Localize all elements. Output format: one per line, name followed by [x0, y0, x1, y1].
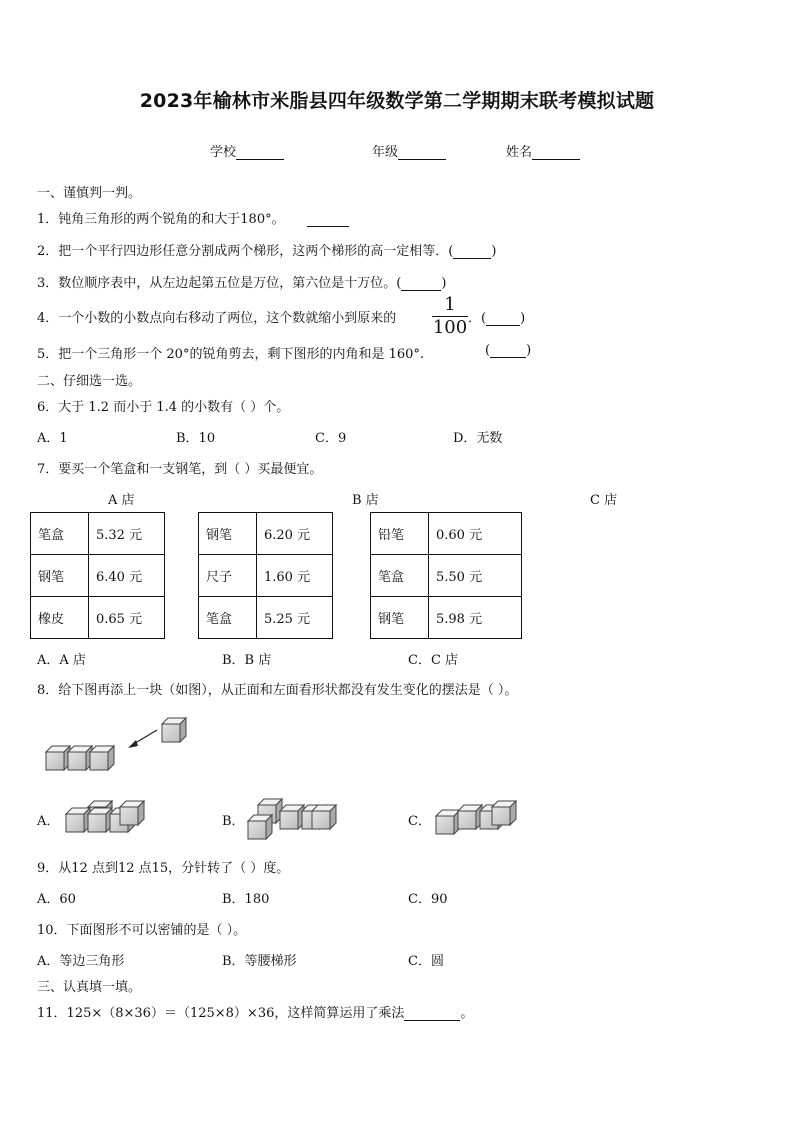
question-9: 9．从12 点到12 点15，分针转了（ ）度。 — [37, 861, 290, 876]
section-3-heading: 三、认真填一填。 — [37, 980, 142, 995]
fraction-numerator: 1 — [444, 294, 456, 315]
item-price: 5.50 元 — [429, 555, 522, 597]
item-name: 笔盒 — [371, 555, 429, 597]
section-2-heading: 二、仔细选一选。 — [37, 374, 142, 389]
q8-option-b: B． — [222, 814, 245, 829]
q10-option-b: B．等腰梯形 — [222, 954, 297, 969]
question-10: 10．下面图形不可以密铺的是（ ）。 — [37, 923, 247, 938]
question-4-answer — [468, 307, 525, 326]
store-b-price-table — [198, 512, 333, 639]
paren-close: ) — [491, 244, 497, 259]
q9-option-b: B．180 — [222, 892, 270, 907]
item-price: 5.32 元 — [89, 513, 165, 555]
q7-option-b: B．B 店 — [222, 653, 272, 668]
store-a-label: A 店 — [108, 493, 135, 508]
q9-option-a: A．60 — [37, 892, 76, 907]
item-price: 0.65 元 — [89, 597, 165, 639]
school-label: 学校 — [210, 145, 237, 160]
section-1-heading: 一、谨慎判一判。 — [37, 186, 142, 201]
q7-option-c: C．C 店 — [408, 653, 459, 668]
item-name: 尺子 — [199, 555, 257, 597]
table-row — [371, 597, 522, 639]
item-price: 1.60 元 — [257, 555, 333, 597]
name-label: 姓名 — [506, 145, 533, 160]
question-4-paren: ．( — [468, 311, 487, 326]
q9-option-c: C．90 — [408, 892, 448, 907]
question-11 — [37, 1002, 473, 1021]
paren-close: ) — [441, 276, 447, 291]
item-price: 0.60 元 — [429, 513, 522, 555]
grade-label: 年级 — [372, 145, 399, 160]
question-1 — [37, 208, 349, 227]
item-name: 钢笔 — [31, 555, 89, 597]
item-price: 6.40 元 — [89, 555, 165, 597]
answer-blank — [307, 214, 349, 227]
q8-option-a-figure — [66, 801, 144, 832]
q8-option-c: C． — [408, 814, 431, 829]
paren-close: ) — [526, 343, 532, 358]
answer-blank — [486, 313, 520, 326]
fraction-denominator: 100 — [432, 317, 468, 338]
question-11-text: 11．125×（8×36）＝（125×8）×36，这样简算运用了乘法 — [37, 1006, 405, 1021]
item-name: 钢笔 — [199, 513, 257, 555]
q8-added-cube — [162, 718, 186, 742]
q7-option-a: A．A 店 — [37, 653, 86, 668]
name-blank — [532, 147, 580, 160]
item-name: 铅笔 — [371, 513, 429, 555]
table-row — [31, 555, 165, 597]
table-row — [31, 597, 165, 639]
answer-blank — [490, 345, 526, 358]
q6-option-b: B．10 — [176, 431, 216, 446]
store-c-price-table — [370, 512, 522, 639]
school-blank — [236, 147, 284, 160]
table-row — [371, 555, 522, 597]
item-name: 橡皮 — [31, 597, 89, 639]
fraction-one-hundredth — [432, 295, 468, 338]
item-price: 5.25 元 — [257, 597, 333, 639]
question-1-text: 1．钝角三角形的两个锐角的和大于180°。 — [37, 212, 285, 227]
item-name: 笔盒 — [31, 513, 89, 555]
table-row — [371, 513, 522, 555]
q6-option-d: D．无数 — [453, 431, 503, 446]
arrow-icon — [128, 730, 157, 748]
q8-original-figure — [46, 746, 114, 770]
item-name: 笔盒 — [199, 597, 257, 639]
item-price: 5.98 元 — [429, 597, 522, 639]
grade-blank — [398, 147, 446, 160]
table-row — [31, 513, 165, 555]
q8-option-a: A． — [37, 814, 60, 829]
question-2-text: 2．把一个平行四边形任意分割成两个梯形，这两个梯形的高一定相等．( — [37, 244, 454, 259]
question-8: 8．给下图再添上一块（如图），从正面和左面看形状都没有发生变化的摆法是（ ）。 — [37, 683, 518, 698]
q6-option-c: C．9 — [315, 431, 347, 446]
question-4 — [37, 307, 396, 326]
question-7: 7．要买一个笔盒和一支钢笔，到（ ）买最便宜。 — [37, 462, 323, 477]
table-row — [199, 597, 333, 639]
question-6: 6．大于 1.2 而小于 1.4 的小数有（ ）个。 — [37, 400, 290, 415]
question-5-text: 5．把一个三角形一个 20°的锐角剪去，剩下图形的内角和是 160°. — [37, 347, 425, 362]
grade-field — [372, 141, 446, 160]
q8-option-b-figure — [248, 799, 336, 839]
answer-blank — [453, 246, 491, 259]
question-3-text: 3．数位顺序表中，从左边起第五位是万位，第六位是十万位。( — [37, 276, 402, 291]
answer-blank — [401, 278, 441, 291]
question-5-answer — [485, 343, 531, 358]
store-a-price-table — [30, 512, 165, 639]
q6-option-a: A．1 — [37, 431, 68, 446]
paren-open: ( — [485, 343, 491, 358]
question-3 — [37, 272, 446, 291]
answer-blank — [404, 1008, 460, 1021]
store-b-label: B 店 — [352, 493, 379, 508]
name-field — [506, 141, 580, 160]
school-field — [210, 141, 284, 160]
question-11-end: 。 — [460, 1006, 474, 1021]
q10-option-a: A．等边三角形 — [37, 954, 125, 969]
paren-close: ) — [520, 311, 526, 326]
question-5 — [37, 343, 424, 362]
item-price: 6.20 元 — [257, 513, 333, 555]
store-c-label: C 店 — [590, 493, 618, 508]
q10-option-c: C．圆 — [408, 954, 444, 969]
question-2 — [37, 240, 496, 259]
q8-option-c-figure — [436, 801, 516, 834]
table-row — [199, 513, 333, 555]
page-title: 2023年榆林市米脂县四年级数学第二学期期末联考模拟试题 — [139, 90, 655, 112]
item-name: 钢笔 — [371, 597, 429, 639]
table-row — [199, 555, 333, 597]
question-4-text: 4．一个小数的小数点向右移动了两位，这个数就缩小到原来的 — [37, 311, 397, 326]
